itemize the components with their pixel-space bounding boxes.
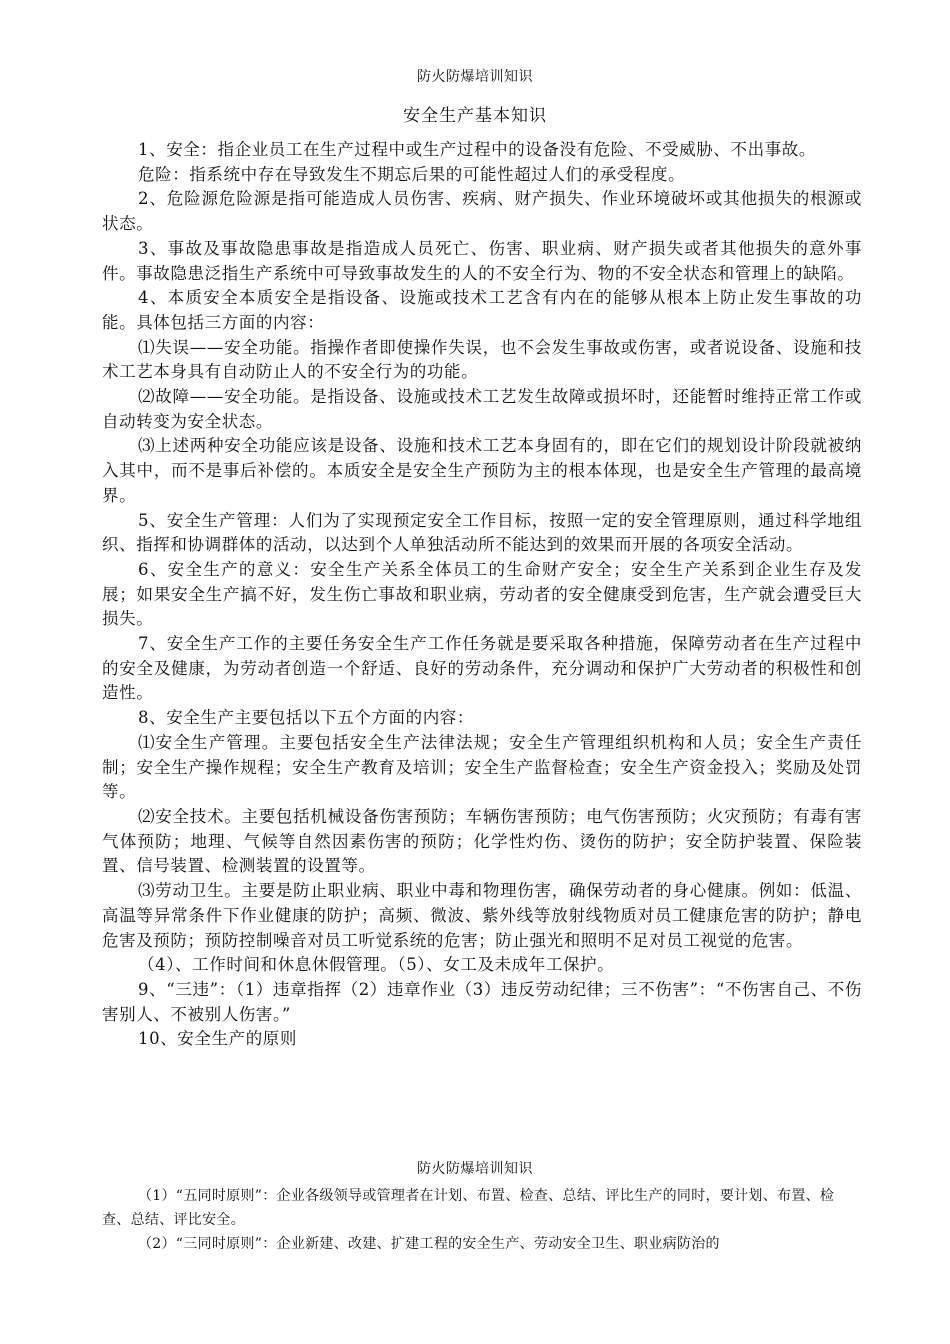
paragraph: ⑵故障——安全功能。是指设备、设施或技术工艺发生故障或损坏时，还能暂时维持正常工作或自动转变为安全状态。	[102, 387, 862, 431]
paragraph: 4、本质安全本质安全是指设备、设施或技术工艺含有内在的能够从根本上防止发生事故的功能。具体包括三方面的内容：	[102, 288, 862, 332]
paragraph: ⑶上述两种安全功能应该是设备、设施和技术工艺本身固有的，即在它们的规划设计阶段就被纳入其中，而不是事后补偿的。本质安全是安全生产预防为主的根本体现，也是安全生产管理的最高境界。	[102, 436, 862, 505]
paragraph: 7、安全生产工作的主要任务安全生产工作任务就是要采取各种措施，保障劳动者在生产过程中的安全及健康，为劳动者创造一个舒适、良好的劳动条件，充分调动和保护广大劳动者的积极性和创造性。	[102, 634, 862, 703]
paragraph: 危险：指系统中存在导致发生不期忘后果的可能性超过人们的承受程度。	[138, 164, 686, 184]
paragraph: ⑵安全技术。主要包括机械设备伤害预防；车辆伤害预防；电气伤害预防；火灾预防；有毒有害气体预防；地理、气候等自然因素伤害的预防；化学性灼伤、烫伤的防护；安全防护装置、保险装置、信号装置、检测装置的设置等。	[102, 806, 862, 876]
paragraph: ⑴失误——安全功能。指操作者即使操作失误，也不会发生事故或伤害，或者说设备、设施和技术工艺本身具有自动防止人的不安全行为的功能。	[102, 337, 862, 382]
paragraph: （1）“五同时原则”：企业各级领导或管理者在计划、布置、检查、总结、评比生产的同时，要计划、布置、检查、总结、评比安全。	[102, 1188, 835, 1228]
paragraph: 9、“三违”：（1）违章指挥（2）违章作业（3）违反劳动纪律；三不伤害”：“不伤害自己、不伤害别人、不被别人伤害。”	[102, 979, 862, 1024]
paragraph: （2）“三同时原则”：企业新建、改建、扩建工程的安全生产、劳动安全卫生、职业病防治的	[138, 1236, 720, 1252]
paragraph: 8、安全生产主要包括以下五个方面的内容：	[138, 708, 474, 728]
document-body-continued	[102, 1184, 862, 1256]
running-header: 防火防爆培训知识	[417, 69, 533, 85]
running-header-mid: 防火防爆培训知识	[417, 1161, 533, 1177]
document-body	[102, 138, 862, 1052]
paragraph: 10、安全生产的原则	[138, 1029, 297, 1049]
document-title: 安全生产基本知识	[403, 106, 547, 126]
paragraph: 2、危险源危险源是指可能造成人员伤害、疾病、财产损失、作业环境破坏或其他损失的根源或状态。	[102, 189, 862, 234]
paragraph: 6、安全生产的意义：安全生产关系全体员工的生命财产安全；安全生产关系到企业生存及发展；如果安全生产搞不好，发生伤亡事故和职业病，劳动者的安全健康受到危害，生产就会遭受巨大损失。	[102, 559, 862, 629]
paragraph: 1、安全：指企业员工在生产过程中或生产过程中的设备没有危险、不受威胁、不出事故。	[138, 140, 816, 159]
paragraph: 5、安全生产管理：人们为了实现预定安全工作目标，按照一定的安全管理原则，通过科学地组织、指挥和协调群体的活动，以达到个人单独活动所不能达到的效果而开展的各项安全活动。	[102, 510, 862, 555]
paragraph: ⑶劳动卫生。主要是防止职业病、职业中毒和物理伤害，确保劳动者的身心健康。例如：低温、高温等异常条件下作业健康的防护；高频、微波、紫外线等放射线物质对员工健康危害的防护；静电危害及预防；预防控制噪音对员工听觉系统的危害；防止强光和照明不足对员工视觉的危害。	[102, 881, 862, 950]
paragraph: （4）、工作时间和休息休假管理。（5）、女工及未成年工保护。	[138, 955, 615, 975]
paragraph: 3、事故及事故隐患事故是指造成人员死亡、伤害、职业病、财产损失或者其他损失的意外事件。事故隐患泛指生产系统中可导致事故发生的人的不安全行为、物的不安全状态和管理上的缺陷。	[102, 238, 862, 283]
paragraph: ⑴安全生产管理。主要包括安全生产法律法规；安全生产管理组织机构和人员；安全生产责任制；安全生产操作规程；安全生产教育及培训；安全生产监督检查；安全生产资金投入；奖励及处罚等。	[102, 732, 862, 802]
